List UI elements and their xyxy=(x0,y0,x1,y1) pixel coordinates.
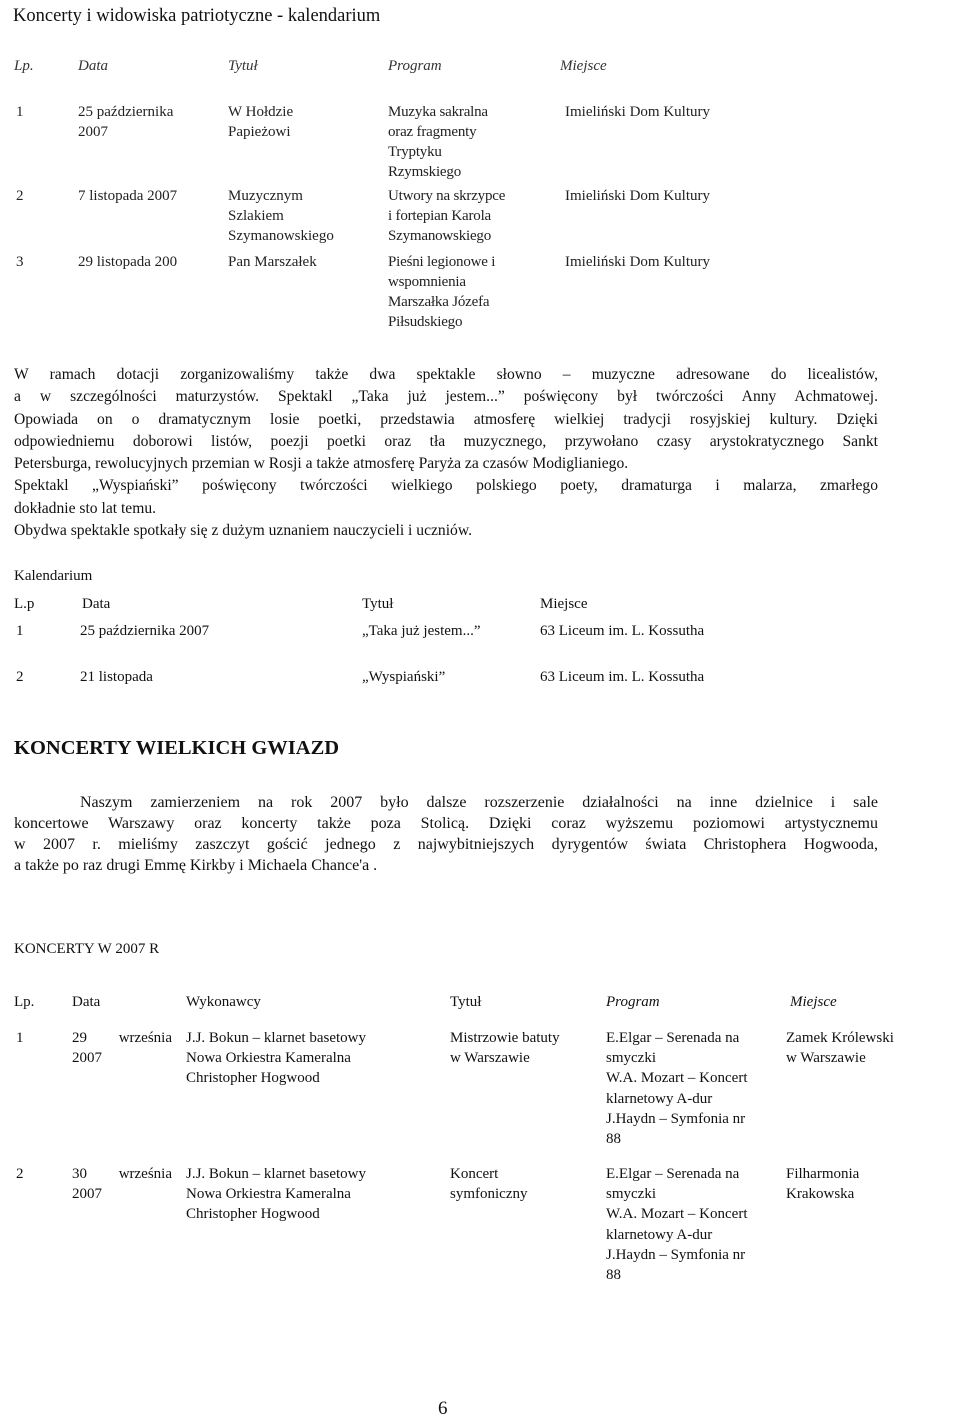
kalendarium-title: Kalendarium xyxy=(14,568,93,584)
data-line xyxy=(72,1164,172,1184)
header-tytul: Tytuł xyxy=(450,994,482,1010)
wykonawcy-line: Christopher Hogwood xyxy=(186,1070,320,1087)
header-miejsce: Miejsce xyxy=(790,994,837,1010)
section-heading: KONCERTY WIELKICH GWIAZD xyxy=(14,737,340,759)
row-tytul: „Taka już jestem...” xyxy=(362,623,481,639)
paragraph-line: a także po raz drugi Emmę Kirkby i Michaela Chance'a . xyxy=(14,857,378,874)
row-lp: 1 xyxy=(16,1030,24,1046)
program-line: klarnetowy A-dur xyxy=(606,1226,713,1243)
row-wykonawcy xyxy=(186,1164,366,1225)
tytul-line: Szlakiem xyxy=(228,208,284,224)
row-program xyxy=(606,1028,748,1149)
program-line: wspomnienia xyxy=(388,274,466,290)
row-program xyxy=(388,252,495,332)
program-line: Rzymskiego xyxy=(388,164,461,180)
program-line: Piłsudskiego xyxy=(388,314,463,330)
paragraph-line: dokładnie sto lat temu. xyxy=(14,499,157,517)
row-data: 25 października 2007 xyxy=(80,623,210,639)
program-line: 88 xyxy=(606,1267,621,1284)
miejsce-line: Zamek Królewski xyxy=(786,1030,894,1046)
program-line: E.Elgar – Serenada na xyxy=(606,1166,740,1182)
program-line: Szymanowskiego xyxy=(388,228,492,244)
header-lp: L.p xyxy=(14,596,35,612)
header-lp: Lp. xyxy=(14,994,35,1010)
program-line: Tryptyku xyxy=(388,144,442,160)
program-line: smyczki xyxy=(606,1186,656,1203)
header-tytul: Tytuł xyxy=(362,596,394,612)
tytul-line: Szymanowskiego xyxy=(228,228,334,244)
spektakle-paragraph xyxy=(14,364,878,542)
tytul-line: w Warszawie xyxy=(450,1050,530,1067)
row-lp: 2 xyxy=(16,1166,24,1182)
row-lp: 3 xyxy=(16,254,24,270)
program-line: J.Haydn – Symfonia nr xyxy=(606,1246,746,1263)
header-data: Data xyxy=(82,596,111,612)
data-month: września xyxy=(118,1166,172,1182)
miejsce-line: Krakowska xyxy=(786,1186,855,1203)
miejsce-line: Filharmonia xyxy=(786,1166,860,1182)
row-data xyxy=(72,1028,172,1068)
paragraph-line: Petersburga, rewolucyjnych przemian w Rosji a także atmosferę Paryża za czasów Modiglianiego. xyxy=(14,455,629,473)
data-line xyxy=(72,1028,172,1048)
tytul-line: W Hołdzie xyxy=(228,104,294,120)
page-title: Koncerty i widowiska patriotyczne - kalendarium xyxy=(13,6,381,26)
row-tytul: „Wyspiański” xyxy=(362,669,446,685)
paragraph-line: a w szczególności maturzystów. Spektakl „Taka już jestem...” poświęcony był twórczości Anny Achmatowej. xyxy=(14,388,878,406)
miejsce-line: w Warszawie xyxy=(786,1050,866,1067)
row-program xyxy=(606,1164,748,1285)
koncerty-paragraph xyxy=(14,792,878,876)
row-miejsce: Imieliński Dom Kultury xyxy=(565,104,710,120)
tytul-line: Papieżowi xyxy=(228,124,291,140)
header-data: Data xyxy=(78,58,108,74)
paragraph-line: Spektakl „Wyspiański” poświęcony twórczości wielkiego polskiego poety, dramaturga i malarza, zmarłego xyxy=(14,477,878,495)
program-line: W.A. Mozart – Koncert xyxy=(606,1070,748,1087)
row-lp: 1 xyxy=(16,623,24,639)
row-miejsce: 63 Liceum im. L. Kossutha xyxy=(540,623,705,639)
wykonawcy-line: J.J. Bokun – klarnet basetowy xyxy=(186,1030,366,1046)
paragraph-line: Obydwa spektakle spotkały się z dużym uznaniem nauczycieli i uczniów. xyxy=(14,522,472,540)
row-miejsce xyxy=(786,1028,894,1068)
row-data xyxy=(78,252,177,272)
program-line: W.A. Mozart – Koncert xyxy=(606,1206,748,1223)
header-program: Program xyxy=(606,994,660,1010)
tytul-line: Mistrzowie batuty xyxy=(450,1030,560,1046)
row-lp: 2 xyxy=(16,669,24,685)
data-month: września xyxy=(118,1030,172,1046)
row-tytul xyxy=(450,1164,527,1204)
paragraph-line: odpowiedniemu doborowi listów, poezji poetki oraz tła muzycznego, przywołano czasy arystokratycznego Sankt xyxy=(14,432,878,450)
row-tytul xyxy=(228,102,293,142)
tytul-line: Koncert xyxy=(450,1166,499,1182)
paragraph-line: Naszym zamierzeniem na rok 2007 było dalsze rozszerzenie działalności na inne dzielnice i sale xyxy=(80,794,878,811)
page-number: 6 xyxy=(438,1398,448,1419)
row-data xyxy=(72,1164,172,1204)
row-lp: 1 xyxy=(16,104,24,120)
data-year: 2007 xyxy=(72,1050,102,1067)
wykonawcy-line: Nowa Orkiestra Kameralna xyxy=(186,1186,351,1203)
row-miejsce xyxy=(786,1164,859,1204)
data-line: 7 listopada 2007 xyxy=(78,188,178,204)
data-line: 2007 xyxy=(78,124,108,140)
data-line: 29 listopada 200 xyxy=(78,254,178,270)
row-data xyxy=(78,186,177,206)
row-miejsce: Imieliński Dom Kultury xyxy=(565,188,710,204)
data-day: 30 xyxy=(72,1166,87,1182)
program-line: klarnetowy A-dur xyxy=(606,1090,713,1107)
program-line: Muzyka sakralna xyxy=(388,104,488,120)
header-tytul: Tytuł xyxy=(228,58,258,74)
program-line: J.Haydn – Symfonia nr xyxy=(606,1110,746,1127)
program-line: E.Elgar – Serenada na xyxy=(606,1030,740,1046)
row-tytul xyxy=(228,186,334,246)
program-line: Pieśni legionowe i xyxy=(388,254,496,270)
paragraph-line: Opowiada on o dramatycznym losie poetki, przedstawia atmosferę wielkiej tradycji rosyjskiej kultury. Dzięki xyxy=(14,410,878,428)
row-tytul xyxy=(450,1028,560,1068)
header-miejsce: Miejsce xyxy=(560,58,607,74)
tytul-line: Muzycznym xyxy=(228,188,303,204)
row-program xyxy=(388,186,505,246)
paragraph-line: w 2007 r. mieliśmy zaszczyt gościć jednego z najwybitniejszych dyrygentów świata Christophera Hogwooda, xyxy=(14,836,878,853)
program-line: Utwory na skrzypce xyxy=(388,188,506,204)
tytul-line: symfoniczny xyxy=(450,1186,528,1203)
program-line: Marszałka Józefa xyxy=(388,294,490,310)
data-year: 2007 xyxy=(72,1186,102,1203)
row-data xyxy=(78,102,173,142)
koncerty-2007-title: KONCERTY W 2007 R xyxy=(14,941,160,957)
program-line: i fortepian Karola xyxy=(388,208,492,224)
wykonawcy-line: Nowa Orkiestra Kameralna xyxy=(186,1050,351,1067)
tytul-line: Pan Marszałek xyxy=(228,254,317,270)
row-data: 21 listopada xyxy=(80,669,153,685)
row-program xyxy=(388,102,488,182)
data-line: 25 października xyxy=(78,104,174,120)
row-tytul xyxy=(228,252,317,272)
header-data: Data xyxy=(72,994,101,1010)
header-wykonawcy: Wykonawcy xyxy=(186,994,261,1010)
row-lp: 2 xyxy=(16,188,24,204)
row-miejsce: Imieliński Dom Kultury xyxy=(565,254,710,270)
row-miejsce: 63 Liceum im. L. Kossutha xyxy=(540,669,705,685)
header-lp: Lp. xyxy=(14,58,34,74)
program-line: oraz fragmenty xyxy=(388,124,477,140)
header-program: Program xyxy=(388,58,442,74)
paragraph-line: koncertowe Warszawy oraz koncerty także poza Stolicą. Dzięki coraz wyższemu poziomowi artystycznemu xyxy=(14,815,878,832)
header-miejsce: Miejsce xyxy=(540,596,588,612)
wykonawcy-line: Christopher Hogwood xyxy=(186,1206,320,1223)
row-wykonawcy xyxy=(186,1028,366,1089)
program-line: smyczki xyxy=(606,1050,656,1067)
program-line: 88 xyxy=(606,1131,621,1148)
data-day: 29 xyxy=(72,1030,87,1046)
wykonawcy-line: J.J. Bokun – klarnet basetowy xyxy=(186,1166,366,1182)
paragraph-line: W ramach dotacji zorganizowaliśmy także dwa spektakle słowno – muzyczne adresowane do licealistów, xyxy=(14,366,878,383)
